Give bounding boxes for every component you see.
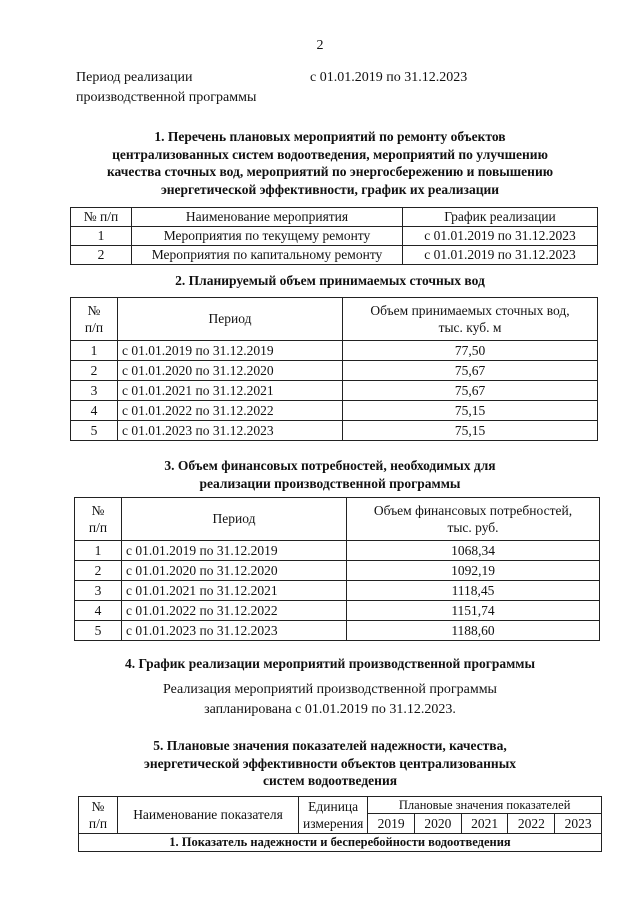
cell-activity: Мероприятия по текущему ремонту [132,227,403,246]
cell-period: с 01.01.2019 по 31.12.2019 [118,341,343,361]
section4-text-line1: Реализация мероприятий производственной программы [163,682,497,697]
cell-volume: 75,15 [343,401,598,421]
cell-no: 5 [71,421,118,441]
period-value: с 01.01.2019 по 31.12.2023 [310,70,468,85]
financial-needs-table [74,497,600,641]
cell-finance: 1092,19 [347,561,600,581]
table-row [75,541,600,561]
header-finance-line1: Объем финансовых потребностей, [373,503,573,518]
period-label-line1: Период реализации [76,70,193,85]
header-no [75,498,122,541]
table-row [71,401,598,421]
cell-period: с 01.01.2019 по 31.12.2019 [122,541,347,561]
section1-title-line: 1. Перечень плановых мероприятий по ремонту объектов [154,129,506,144]
table-header-row [75,498,600,541]
table-row [75,621,600,641]
header-volume-line1: Объем принимаемых сточных вод, [370,303,570,318]
header-indicator-name: Наименование показателя [118,797,299,834]
table-header-row [71,208,598,227]
table-header-row [71,298,598,341]
header-unit-line1: Единица [308,799,359,814]
table-row [71,246,598,265]
section1-title [60,128,600,198]
cell-volume: 75,67 [343,361,598,381]
activities-table [70,207,598,265]
cell-finance: 1151,74 [347,601,600,621]
header-no-line1: № [91,503,105,518]
header-planned-values: Плановые значения показателей [368,797,602,814]
table-subheader-row [79,834,602,852]
table-row [71,421,598,441]
table-row [71,227,598,246]
cell-schedule: с 01.01.2019 по 31.12.2023 [403,246,598,265]
section1-title-line: энергетической эффективности, график их реализации [160,181,500,197]
cell-no: 3 [71,381,118,401]
header-no-line1: № [87,303,101,318]
header-no-line1: № [91,799,105,814]
cell-no: 3 [75,581,122,601]
table-row [75,601,600,621]
cell-no: 2 [75,561,122,581]
section5-title-line: 5. Плановые значения показателей надежности, качества, [153,738,507,753]
cell-finance: 1118,45 [347,581,600,601]
cell-finance: 1068,34 [347,541,600,561]
table-row [71,361,598,381]
header-volume-line2: тыс. куб. м [438,320,502,335]
table-row [75,581,600,601]
table-row [71,381,598,401]
section1-title-line: централизованных систем водоотведения, мероприятий по улучшению [112,146,548,162]
cell-period: с 01.01.2023 по 31.12.2023 [118,421,343,441]
page-number: 2 [316,38,324,53]
header-year: 2020 [415,814,462,834]
header-schedule: График реализации [403,208,598,227]
cell-period: с 01.01.2022 по 31.12.2022 [118,401,343,421]
cell-period: с 01.01.2020 по 31.12.2020 [122,561,347,581]
cell-period: с 01.01.2021 по 31.12.2021 [118,381,343,401]
cell-period: с 01.01.2020 по 31.12.2020 [118,361,343,381]
header-no-line2: п/п [88,520,108,535]
header-period: Период [118,298,343,341]
cell-period: с 01.01.2022 по 31.12.2022 [122,601,347,621]
header-year: 2022 [508,814,555,834]
cell-volume: 75,67 [343,381,598,401]
header-finance [347,498,600,541]
cell-volume: 77,50 [343,341,598,361]
cell-no: 2 [71,361,118,381]
section3-title-line2: реализации производственной программы [199,475,461,491]
section4-text-line2: запланирована с 01.01.2019 по 31.12.2023. [204,702,456,717]
cell-no: 5 [75,621,122,641]
header-no-line2: п/п [88,816,108,831]
header-year: 2021 [461,814,508,834]
cell-activity: Мероприятия по капитальному ремонту [132,246,403,265]
cell-no: 1 [71,227,132,246]
header-volume [343,298,598,341]
cell-schedule: с 01.01.2019 по 31.12.2023 [403,227,598,246]
section3-title [60,457,600,492]
cell-no: 4 [75,601,122,621]
table-header-row [79,797,602,814]
header-activity: Наименование мероприятия [132,208,403,227]
header-unit-line2: измерения [303,816,364,831]
header-year: 2023 [555,814,602,834]
cell-no: 1 [71,341,118,361]
cell-finance: 1188,60 [347,621,600,641]
cell-no: 1 [75,541,122,561]
subheader-reliability: 1. Показатель надежности и бесперебойности водоотведения [79,834,602,852]
section5-title [60,737,600,790]
cell-volume: 75,15 [343,421,598,441]
header-year: 2019 [368,814,415,834]
table-row [71,341,598,361]
period-label-line2: производственной программы [76,90,257,105]
header-no [79,797,118,834]
cell-period: с 01.01.2023 по 31.12.2023 [122,621,347,641]
header-no-line2: п/п [84,320,104,335]
header-no [71,298,118,341]
wastewater-volume-table [70,297,598,441]
cell-no: 4 [71,401,118,421]
header-unit [299,797,368,834]
header-no: № п/п [71,208,132,227]
table-row [75,561,600,581]
section1-title-line: качества сточных вод, мероприятий по энергосбережению и повышению [106,164,554,179]
indicators-table [78,796,602,852]
section4-text [60,680,600,720]
section5-title-line: энергетической эффективности объектов централизованных [143,755,516,771]
period-label [76,68,256,108]
section2-title: 2. Планируемый объем принимаемых сточных вод [175,273,485,288]
section3-title-line1: 3. Объем финансовых потребностей, необходимых для [164,458,496,473]
cell-period: с 01.01.2021 по 31.12.2021 [122,581,347,601]
section5-title-line: систем водоотведения [262,773,398,788]
header-period: Период [122,498,347,541]
section4-title: 4. График реализации мероприятий производственной программы [124,656,536,671]
cell-no: 2 [71,246,132,265]
header-finance-line2: тыс. руб. [447,520,499,535]
